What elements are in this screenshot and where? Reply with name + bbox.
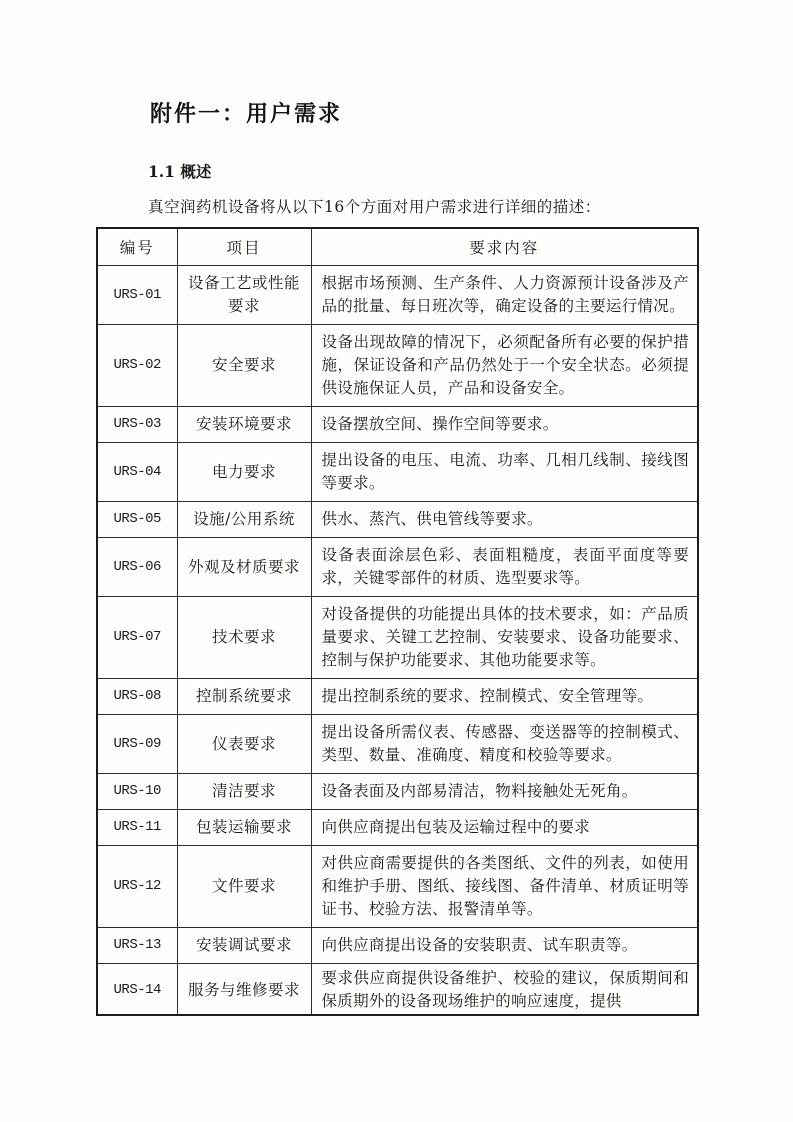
section-heading: 1.1 概述 [148, 162, 212, 181]
row-id-cell: URS-12 [97, 846, 177, 928]
row-content-cell: 向供应商提出包装及运输过程中的要求 [311, 810, 698, 846]
table-row [97, 774, 698, 810]
row-content-cell: 供水、蒸汽、供电管线等要求。 [311, 502, 698, 538]
row-item-cell: 服务与维修要求 [177, 964, 311, 1016]
intro-paragraph: 真空润药机设备将从以下16个方面对用户需求进行详细的描述： [148, 198, 601, 216]
table-row [97, 325, 698, 407]
row-id-cell: URS-09 [97, 715, 177, 774]
row-item-cell: 文件要求 [177, 846, 311, 928]
row-item-cell: 设施/公用系统 [177, 502, 311, 538]
row-item-cell: 控制系统要求 [177, 679, 311, 715]
table-row [97, 928, 698, 964]
header-cell-id: 编号 [97, 228, 177, 266]
row-content-cell: 根据市场预测、生产条件、人力资源预计设备涉及产品的批量、每日班次等，确定设备的主要运行情况。 [311, 266, 698, 325]
row-content-cell: 要求供应商提供设备维护、校验的建议，保质期间和保质期外的设备现场维护的响应速度，提供 [311, 964, 698, 1016]
row-id-cell: URS-13 [97, 928, 177, 964]
table-row [97, 597, 698, 679]
row-content-cell: 提出控制系统的要求、控制模式、安全管理等。 [311, 679, 698, 715]
row-item-cell: 安装环境要求 [177, 407, 311, 443]
urs-requirements-table [96, 227, 699, 1016]
row-id-cell: URS-04 [97, 443, 177, 502]
row-id-cell: URS-10 [97, 774, 177, 810]
row-id-cell: URS-01 [97, 266, 177, 325]
header-cell-item: 项目 [177, 228, 311, 266]
row-id-cell: URS-05 [97, 502, 177, 538]
row-item-cell: 清洁要求 [177, 774, 311, 810]
table-row [97, 407, 698, 443]
row-item-cell: 仪表要求 [177, 715, 311, 774]
row-content-cell: 向供应商提出设备的安装职责、试车职责等。 [311, 928, 698, 964]
urs-table-body [97, 266, 698, 1016]
row-content-cell: 对设备提供的功能提出具体的技术要求，如：产品质量要求、关键工艺控制、安装要求、设备功能要求、控制与保护功能要求、其他功能要求等。 [311, 597, 698, 679]
table-row [97, 538, 698, 597]
row-id-cell: URS-14 [97, 964, 177, 1016]
row-id-cell: URS-06 [97, 538, 177, 597]
row-content-cell: 设备表面涂层色彩、表面粗糙度，表面平面度等要求，关键零部件的材质、选型要求等。 [311, 538, 698, 597]
row-content-cell: 设备出现故障的情况下，必须配备所有必要的保护措施，保证设备和产品仍然处于一个安全状态。必须提供设施保证人员，产品和设备安全。 [311, 325, 698, 407]
table-row [97, 846, 698, 928]
table-row [97, 266, 698, 325]
table-row [97, 443, 698, 502]
row-item-cell: 电力要求 [177, 443, 311, 502]
row-item-cell: 安装调试要求 [177, 928, 311, 964]
row-item-cell: 技术要求 [177, 597, 311, 679]
row-content-cell: 对供应商需要提供的各类图纸、文件的列表，如使用和维护手册、图纸、接线图、备件清单、材质证明等证书、校验方法、报警清单等。 [311, 846, 698, 928]
header-cell-content: 要求内容 [311, 228, 698, 266]
row-content-cell: 提出设备所需仪表、传感器、变送器等的控制模式、类型、数量、准确度、精度和校验等要求。 [311, 715, 698, 774]
table-row [97, 715, 698, 774]
table-row [97, 502, 698, 538]
row-content-cell: 设备表面及内部易清洁，物料接触处无死角。 [311, 774, 698, 810]
row-id-cell: URS-08 [97, 679, 177, 715]
row-item-cell: 包装运输要求 [177, 810, 311, 846]
table-header-row [97, 228, 698, 266]
table-header [97, 228, 698, 266]
table-row [97, 964, 698, 1016]
row-id-cell: URS-07 [97, 597, 177, 679]
document-title: 附件一：用户需求 [150, 101, 343, 127]
table-row [97, 810, 698, 846]
row-item-cell: 设备工艺或性能要求 [177, 266, 311, 325]
row-id-cell: URS-11 [97, 810, 177, 846]
row-id-cell: URS-02 [97, 325, 177, 407]
row-content-cell: 设备摆放空间、操作空间等要求。 [311, 407, 698, 443]
row-id-cell: URS-03 [97, 407, 177, 443]
table-row [97, 679, 698, 715]
row-item-cell: 安全要求 [177, 325, 311, 407]
row-content-cell: 提出设备的电压、电流、功率、几相几线制、接线图等要求。 [311, 443, 698, 502]
row-item-cell: 外观及材质要求 [177, 538, 311, 597]
